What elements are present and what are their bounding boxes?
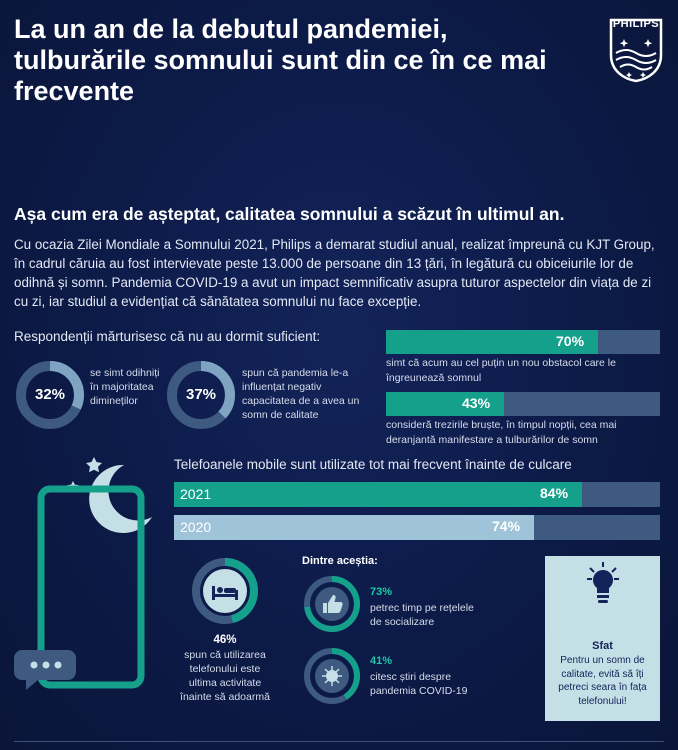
among-description: citesc știri despre pandemia COVID-19 — [370, 671, 468, 697]
phone-illustration — [14, 455, 166, 695]
stat-bar-43 — [386, 392, 660, 416]
bar-description: simt că acum au cel puțin un nou obstacol care le îngreunează somnul — [386, 357, 616, 384]
stat-description: se simt odihniți în majoritatea dimineților — [90, 367, 160, 407]
stat-bar-70 — [386, 330, 660, 354]
last-activity-description: spun că utilizarea telefonului este ultima activitate înainte să adoarmă — [180, 649, 270, 703]
stat-donut-37 — [167, 361, 235, 434]
virus-icon — [322, 666, 342, 686]
bar-value: 84% — [540, 485, 569, 501]
donut-value: 32% — [34, 386, 66, 403]
among-item-social — [302, 574, 362, 639]
year-bar-2020 — [174, 515, 660, 540]
tip-box — [545, 556, 660, 721]
tip-text: Pentru un somn de calitate, evită să îți petreci seara în fața telefonului! — [558, 655, 647, 707]
among-value: 41% — [370, 655, 393, 667]
star-icon — [86, 457, 102, 472]
among-heading: Dintre aceștia: — [302, 555, 378, 567]
bar-description: consideră trezirile bruște, în timpul nopții, cea mai deranjantă manifestare a tulburărilor de somn — [386, 419, 617, 446]
bottom-divider — [14, 741, 664, 742]
year-label: 2021 — [180, 486, 212, 502]
among-description: petrec timp pe rețelele de socializare — [370, 602, 474, 628]
bar-value: 43% — [462, 395, 491, 411]
section-subtitle: Așa cum era de așteptat, calitatea somnului a scăzut în ultimul an. — [14, 204, 565, 224]
tip-title: Sfat — [592, 640, 613, 652]
page-title: La un an de la debutul pandemiei, tulburările somnului sunt din ce în ce mai frecvente — [14, 14, 547, 106]
bar-fill — [174, 515, 534, 540]
donut-value: 37% — [185, 386, 217, 403]
among-value: 73% — [370, 586, 393, 598]
phone-usage-label: Telefoanele mobile sunt utilizate tot mai frecvent înainte de culcare — [174, 457, 572, 472]
donut-chart — [302, 574, 362, 634]
last-activity-value: 46% — [213, 634, 237, 646]
bar-value: 70% — [556, 333, 585, 349]
brand-name: PHILIPS — [612, 18, 660, 30]
year-bar-2021 — [174, 482, 660, 507]
stat-donut-32 — [16, 361, 84, 434]
donut-chart — [302, 646, 362, 706]
last-activity-circle — [190, 556, 260, 631]
intro-paragraph: Cu ocazia Zilei Mondiale a Somnului 2021, Philips a demarat studiul anual, realizat împreună cu KJT Group, în cadrul căruia au fost intervievate peste 13.000 de persoane din 13 țări, în legătură cu obiceiurile lor de odihnă și somn. Pandemia COVID-19 a avut un impact semnificativ asupra tuturor aspectelor din viața de zi cu zi, iar studiul a evidențiat că sănătatea somnului nu face excepție. — [14, 237, 655, 309]
lightbulb-icon — [587, 562, 619, 606]
bar-fill — [174, 482, 582, 507]
among-item-news — [302, 646, 362, 711]
bar-value: 74% — [492, 518, 521, 534]
stat-description: spun că pandemia le-a influențat negativ capacitatea de a avea un somn de calitate — [242, 367, 360, 421]
donut-chart — [190, 556, 260, 626]
respondents-label: Respondenții mărturisesc că nu au dormit suficient: — [14, 329, 321, 344]
year-label: 2020 — [180, 519, 212, 535]
